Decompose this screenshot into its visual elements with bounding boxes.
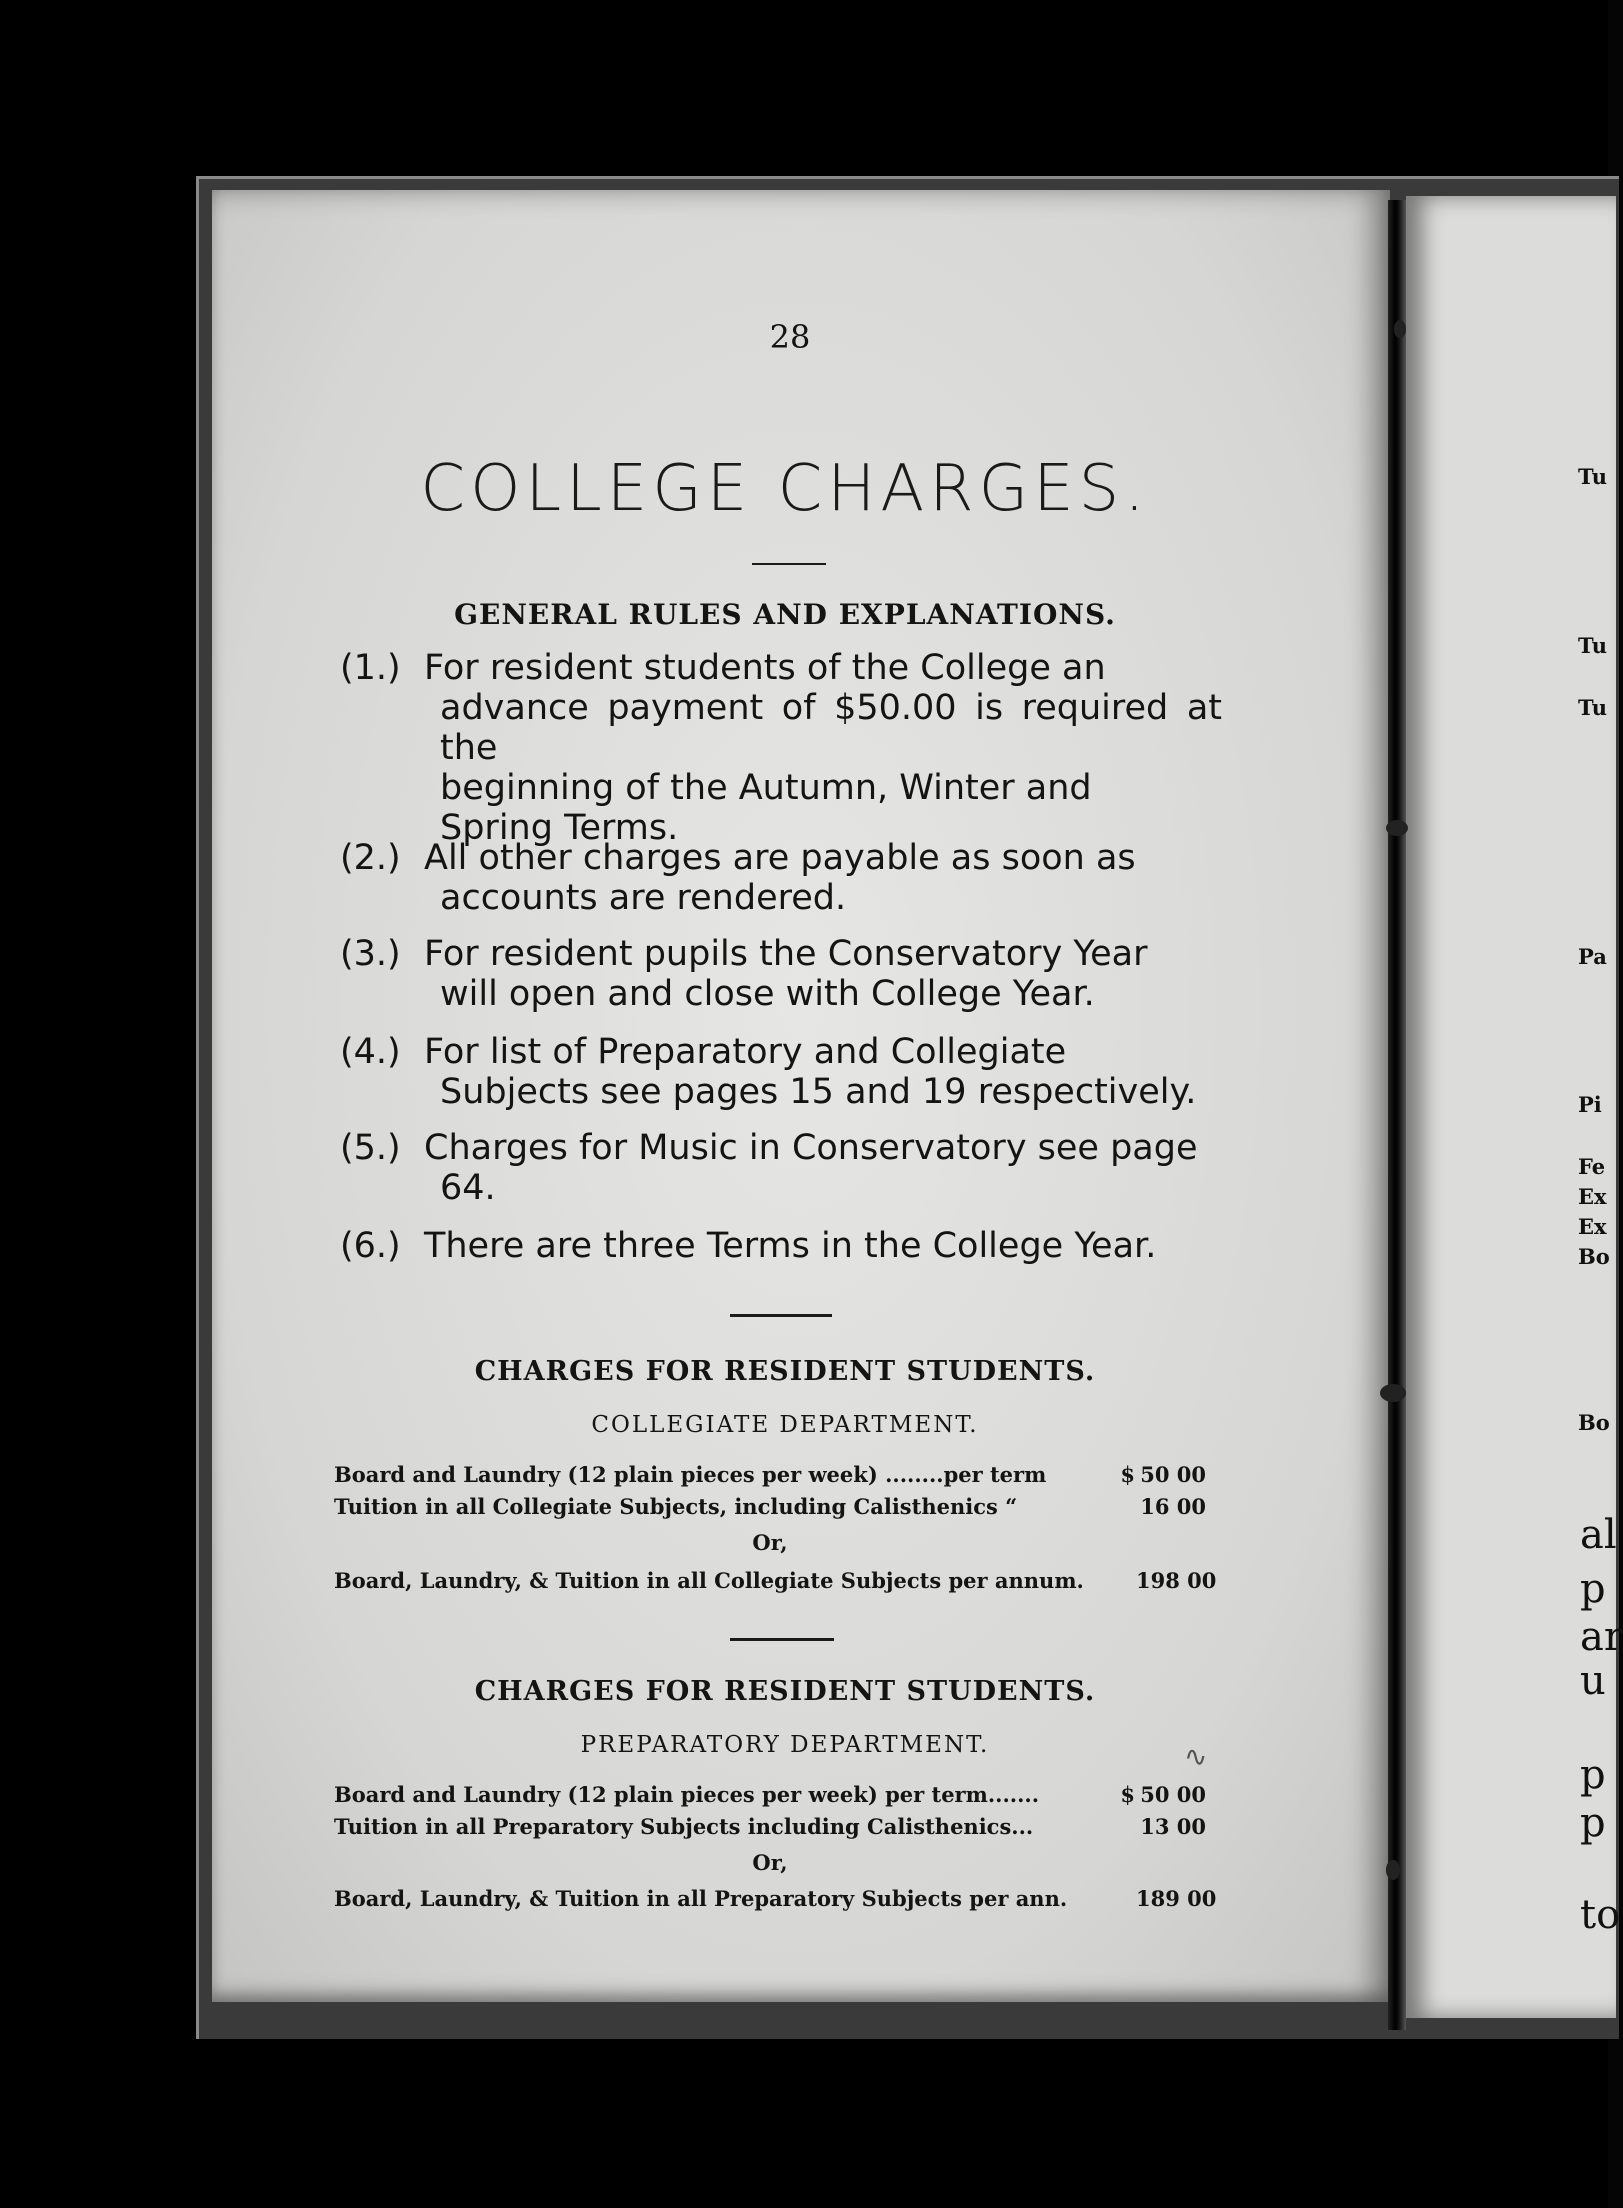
facing-fragment: ar bbox=[1580, 1614, 1623, 1660]
rule-number: (2.) bbox=[340, 838, 401, 878]
rule-line: will open and close with College Year. bbox=[440, 974, 1095, 1014]
facing-fragment: to bbox=[1580, 1892, 1621, 1938]
page-title: COLLEGE CHARGES. bbox=[420, 452, 1150, 526]
rule-line: accounts are rendered. bbox=[440, 878, 847, 918]
charge-description: Board and Laundry (12 plain pieces per week) per term....... bbox=[334, 1782, 1040, 1807]
page-number: 28 bbox=[769, 318, 811, 356]
charge-description: Board, Laundry, & Tuition in all Collegiate Subjects per annum. bbox=[334, 1568, 1084, 1593]
facing-fragment: Pa bbox=[1578, 944, 1607, 969]
facing-fragment: al bbox=[1580, 1512, 1617, 1558]
rule-line: There are three Terms in the College Year. bbox=[424, 1226, 1157, 1266]
or-separator: Or, bbox=[752, 1530, 788, 1555]
rule-number: (5.) bbox=[340, 1128, 401, 1168]
divider bbox=[730, 1314, 832, 1317]
rule-text bbox=[424, 1226, 1222, 1266]
rule-number: (6.) bbox=[340, 1226, 401, 1266]
or-separator: Or, bbox=[752, 1850, 788, 1875]
collegiate-charges-heading: CHARGES FOR RESIDENT STUDENTS. bbox=[474, 1356, 1096, 1387]
charge-amount: 50 00 bbox=[1140, 1462, 1206, 1487]
facing-fragment: p bbox=[1580, 1800, 1606, 1846]
charge-amount: 189 00 bbox=[1136, 1886, 1217, 1911]
rule-line: For resident students of the College an bbox=[424, 648, 1106, 688]
facing-fragment: u bbox=[1580, 1658, 1606, 1704]
divider bbox=[730, 1638, 834, 1641]
rule-text bbox=[424, 1032, 1222, 1112]
facing-fragment: Ex bbox=[1578, 1184, 1607, 1209]
rule-line: All other charges are payable as soon as bbox=[424, 838, 1136, 878]
general-rules-heading: GENERAL RULES AND EXPLANATIONS. bbox=[454, 598, 1116, 631]
rule-line: For resident pupils the Conservatory Year bbox=[424, 934, 1148, 974]
charge-amount: 50 00 bbox=[1140, 1782, 1206, 1807]
facing-fragment: Fe bbox=[1578, 1154, 1606, 1179]
rule-number: (4.) bbox=[340, 1032, 401, 1072]
facing-fragment: p bbox=[1580, 1752, 1606, 1798]
charge-amount: 198 00 bbox=[1136, 1568, 1217, 1593]
charge-total-row bbox=[334, 1886, 1217, 1918]
charge-row bbox=[334, 1814, 1206, 1846]
facing-fragment: Tu bbox=[1578, 464, 1607, 489]
preparatory-department-heading: PREPARATORY DEPARTMENT. bbox=[580, 1732, 990, 1758]
rule-text bbox=[424, 648, 1222, 848]
facing-fragment: Bo bbox=[1578, 1410, 1610, 1435]
charge-description: Tuition in all Preparatory Subjects including Calisthenics... bbox=[334, 1814, 1034, 1839]
charge-description: Board and Laundry (12 plain pieces per week) ........per term bbox=[334, 1462, 1047, 1487]
facing-fragment: p bbox=[1580, 1566, 1606, 1612]
facing-fragment: Bo bbox=[1578, 1244, 1610, 1269]
collegiate-department-heading: COLLEGIATE DEPARTMENT. bbox=[591, 1412, 979, 1438]
dollar-sign: $ bbox=[1120, 1782, 1135, 1807]
rule-line: beginning of the Autumn, Winter and bbox=[440, 768, 1092, 808]
charge-row bbox=[334, 1494, 1206, 1526]
rule-line: advance payment of $50.00 is required at the bbox=[440, 688, 1222, 768]
rule-number: (1.) bbox=[340, 648, 401, 688]
charge-amount: 13 00 bbox=[1140, 1814, 1206, 1839]
charge-total-row bbox=[334, 1568, 1217, 1600]
facing-fragment: Tu bbox=[1578, 633, 1607, 658]
charge-row bbox=[334, 1782, 1206, 1814]
facing-fragment: Ex bbox=[1578, 1214, 1607, 1239]
rule-line: Spring Terms. bbox=[440, 808, 679, 848]
rule-text bbox=[424, 1128, 1222, 1208]
preparatory-charges-heading: CHARGES FOR RESIDENT STUDENTS. bbox=[474, 1676, 1096, 1707]
rule-line: For list of Preparatory and Collegiate bbox=[424, 1032, 1067, 1072]
facing-fragment: Tu bbox=[1578, 695, 1607, 720]
rule-line: Charges for Music in Conservatory see page bbox=[424, 1128, 1198, 1168]
rule-line: Subjects see pages 15 and 19 respectively. bbox=[440, 1072, 1197, 1112]
dollar-sign: $ bbox=[1120, 1462, 1135, 1487]
facing-fragment: Pi bbox=[1578, 1092, 1602, 1117]
charge-row bbox=[334, 1462, 1206, 1494]
rule-number: (3.) bbox=[340, 934, 401, 974]
pencil-mark: ∿ bbox=[1184, 1740, 1208, 1773]
charge-description: Tuition in all Collegiate Subjects, including Calisthenics “ bbox=[334, 1494, 1018, 1519]
divider bbox=[752, 563, 826, 565]
charge-description: Board, Laundry, & Tuition in all Preparatory Subjects per ann. bbox=[334, 1886, 1068, 1911]
rule-text bbox=[424, 934, 1222, 1014]
charge-amount: 16 00 bbox=[1140, 1494, 1206, 1519]
rule-text bbox=[424, 838, 1222, 918]
rule-line: 64. bbox=[440, 1168, 496, 1208]
